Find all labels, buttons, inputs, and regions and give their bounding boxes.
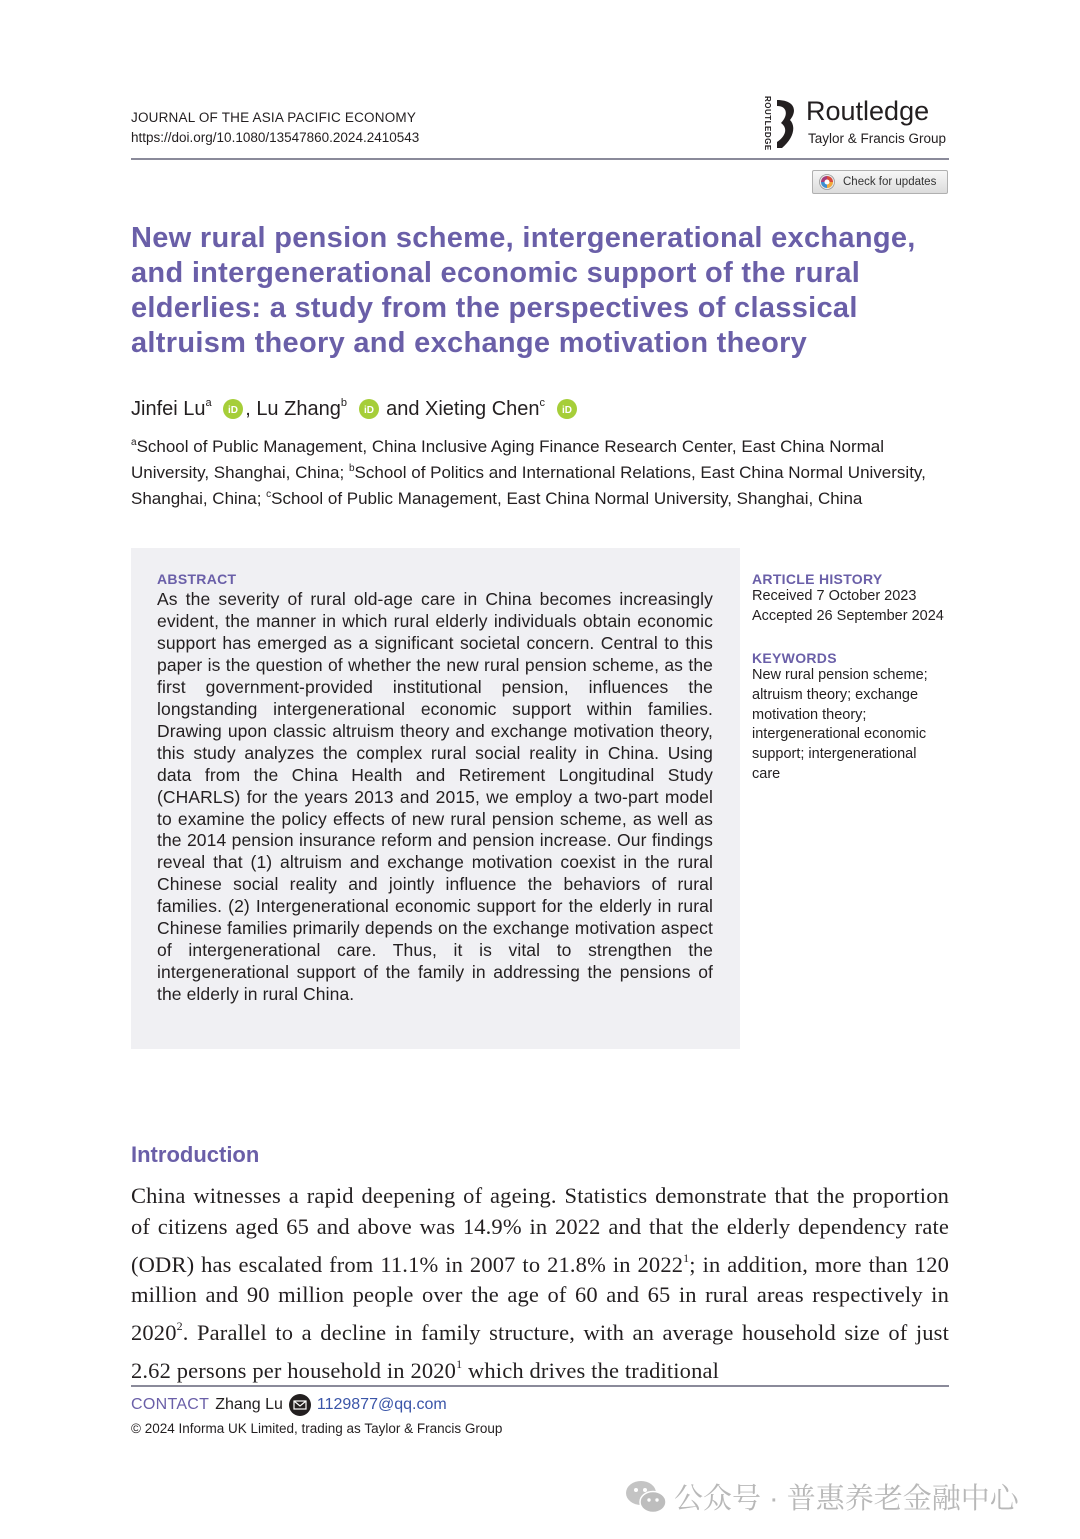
intro-text-segment: ; in addition, more than 120 million and 90 million people over the age of 60 and 65 in rural areas respectively in 2020 [131, 1251, 949, 1346]
affil-sup: a [131, 437, 137, 448]
crossmark-icon [819, 174, 835, 190]
author-name: Xieting Chen [425, 398, 540, 420]
wechat-icon [624, 1478, 668, 1516]
check-for-updates-label: Check for updates [843, 176, 937, 188]
footnote-ref[interactable]: 1 [683, 1250, 690, 1265]
routledge-logo-icon [774, 98, 798, 150]
watermark [624, 1476, 1019, 1517]
contact-line [131, 1394, 447, 1416]
article-history-heading: ARTICLE HISTORY [752, 571, 883, 587]
author-list [131, 390, 579, 422]
publisher-subtitle: Taylor & Francis Group [808, 131, 947, 146]
copyright-notice: © 2024 Informa UK Limited, trading as Taylor & Francis Group [131, 1421, 503, 1436]
affiliation: School of Politics and International Relations, East China Normal University, Shanghai, China; [131, 463, 926, 508]
contact-name: Zhang Lu [215, 1396, 283, 1413]
author-affil-sup: b [340, 397, 347, 409]
introduction-paragraph [131, 1181, 949, 1387]
intro-text-segment: which drives the traditional [462, 1357, 720, 1383]
keywords-heading: KEYWORDS [752, 650, 837, 666]
abstract-heading: ABSTRACT [157, 571, 237, 587]
affiliations [131, 432, 931, 510]
intro-text-segment: China witnesses a rapid deepening of ageing. Statistics demonstrate that the proportion of citizens aged 65 and above was 14.9% in 2022 and that the elderly dependency rate (ODR) has escalated from 11.1% in 2007 to 21.8% in 2022 [131, 1183, 949, 1277]
footnote-ref[interactable]: 2 [176, 1319, 183, 1334]
svg-text:iD: iD [228, 405, 239, 416]
email-icon [289, 1394, 311, 1416]
svg-text:iD: iD [363, 405, 374, 416]
footer-divider [131, 1385, 949, 1387]
introduction-heading: Introduction [131, 1142, 260, 1167]
doi-link[interactable]: https://doi.org/10.1080/13547860.2024.2410543 [131, 130, 420, 145]
journal-name: JOURNAL OF THE ASIA PACIFIC ECONOMY [131, 110, 417, 125]
author-separator: , [245, 398, 251, 420]
contact-label: CONTACT [131, 1396, 210, 1413]
keywords-text: New rural pension scheme; altruism theory; exchange motivation theory; intergenerational economic support; intergenerational care [752, 667, 928, 782]
svg-text:iD: iD [561, 405, 572, 416]
abstract-text: As the severity of rural old-age care in China becomes increasingly evident, the manner in which rural elderly individuals obtain economic support has emerged as a significant societal concern. Central to this paper is the question of whether the new rural pension scheme, as the first government-provided institutional pension, influences the longstanding intergenerational economic support within families. Drawing upon classic altruism theory and exchange motivation theory, this study analyzes the complex rural social reality in China. Using data from the China Health and Retirement Longitudinal Study (CHARLS) for the years 2013 and 2015, we employ a two-part model to examine the policy effects of new rural pension scheme, as well as the 2014 pension insurance reform and pension increase. Our findings reveal that (1) altruism and exchange motivation coexist in the rural Chinese social reality and jointly influence the behaviors of rural families. (2) Intergenerational economic support for the elderly in rural Chinese families primarily depends on the exchange motivation aspect of intergenerational care. Thus, it is vital to strengthen the intergenerational support of the family in addressing the pensions of the elderly in rural China. [157, 589, 713, 1005]
article-title: New rural pension scheme, intergenerational exchange, and intergenerational economic support of the rural elderlies: a study from the perspectives of classical altruism theory and exchange motivation theory [131, 222, 916, 359]
watermark-text: 公众号 · 普惠养老金融中心 [674, 1483, 1019, 1515]
intro-text-segment: . Parallel to a decline in family structure, with an average household size of just 2.62 persons per household in 2020 [131, 1320, 949, 1383]
author-name: Lu Zhang [256, 398, 341, 420]
author-affil-sup: c [539, 397, 546, 409]
publisher-logo-vertical-text: ROUTLEDGE [763, 96, 772, 151]
keywords [752, 650, 952, 785]
publisher-name: Routledge [806, 96, 930, 126]
author-name: Jinfei Lu [131, 398, 206, 420]
orcid-icon[interactable] [223, 399, 243, 419]
orcid-icon[interactable] [557, 399, 577, 419]
affiliation: School of Public Management, East China Normal University, Shanghai, China [271, 489, 863, 508]
affil-sup: c [266, 489, 272, 500]
affil-sup: b [348, 463, 355, 474]
article-history [752, 571, 952, 627]
author-connector: and [386, 398, 420, 420]
orcid-icon[interactable] [359, 399, 379, 419]
received-date: Received 7 October 2023 [752, 588, 917, 604]
contact-email-link[interactable]: 1129877@qq.com [316, 1396, 447, 1413]
author-affil-sup: a [205, 397, 212, 409]
header-divider [131, 158, 949, 160]
footnote-ref[interactable]: 1 [456, 1356, 463, 1371]
affiliation: School of Public Management, China Inclusive Aging Finance Research Center, East China Normal University, Shanghai, China; [131, 437, 885, 482]
accepted-date: Accepted 26 September 2024 [752, 607, 944, 624]
check-for-updates-button[interactable] [812, 170, 948, 194]
